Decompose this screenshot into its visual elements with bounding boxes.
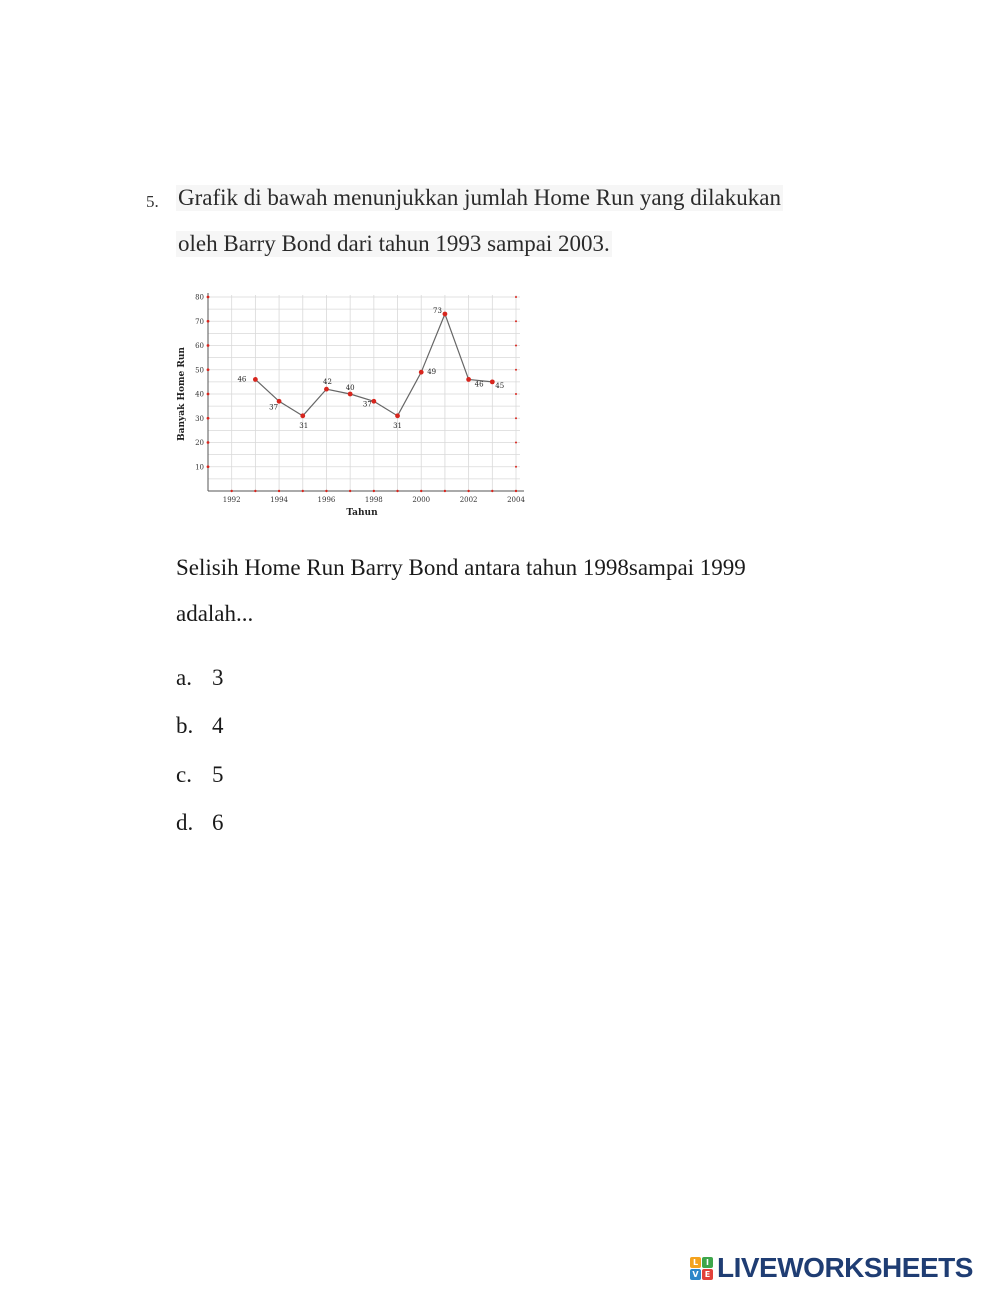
y-tick-dot [207, 441, 210, 444]
data-label: 46 [237, 375, 247, 384]
data-point [443, 312, 448, 317]
logo-tile-l: L [690, 1257, 701, 1268]
right-edge-dot [515, 296, 517, 298]
y-tick-dot [207, 296, 210, 299]
right-edge-dot [515, 369, 517, 371]
y-tick-dot [207, 320, 210, 323]
option-d-letter: d. [176, 810, 194, 835]
data-label: 37 [362, 400, 372, 409]
x-tick-dot [278, 490, 280, 492]
option-d[interactable] [176, 810, 224, 836]
right-edge-dot [515, 320, 517, 322]
data-point [300, 413, 305, 418]
x-tick-label: 1998 [364, 496, 383, 504]
option-a-value: 3 [212, 665, 224, 690]
chart-axes [207, 293, 524, 492]
y-tick-label: 30 [195, 414, 204, 423]
data-label: 37 [269, 403, 279, 412]
x-tick-dot [373, 490, 375, 492]
data-point [419, 370, 424, 375]
option-a[interactable] [176, 665, 224, 691]
logo-tile-e: E [702, 1269, 713, 1280]
y-tick-dot [207, 465, 210, 468]
option-c-letter: c. [176, 762, 192, 787]
y-tick-dot [207, 368, 210, 371]
right-edge-dot [515, 417, 517, 419]
data-label: 49 [427, 368, 437, 377]
y-tick-label: 80 [195, 293, 204, 302]
y-tick-dot [207, 417, 210, 420]
x-tick-dot [349, 490, 351, 492]
data-label: 42 [323, 378, 332, 387]
logo-tile-v: V [690, 1269, 701, 1280]
data-point [466, 377, 471, 382]
x-tick-dot [302, 490, 304, 492]
y-tick-label: 40 [195, 390, 204, 399]
prompt-line-1: Selisih Home Run Barry Bond antara tahun 1998sampai 1999 [176, 555, 746, 580]
data-point [395, 413, 400, 418]
x-tick-dot [230, 490, 232, 492]
x-tick-dot [396, 490, 398, 492]
data-point [490, 379, 495, 384]
y-tick-label: 10 [195, 463, 204, 472]
option-b[interactable] [176, 713, 224, 739]
y-tick-dot [207, 344, 210, 347]
option-d-value: 6 [212, 810, 224, 835]
right-edge-dot [515, 442, 517, 444]
option-b-letter: b. [176, 713, 194, 738]
prompt-line-2: adalah... [176, 601, 254, 626]
data-label: 31 [299, 421, 309, 430]
x-tick-label: 1996 [317, 496, 336, 504]
x-tick-label: 2004 [507, 496, 525, 504]
brand-name: LIVEWORKSHEETS [717, 1252, 973, 1283]
y-tick-label: 60 [195, 342, 204, 350]
y-tick-dot [207, 393, 210, 396]
option-b-value: 4 [212, 713, 224, 738]
x-tick-dot [491, 490, 493, 492]
data-point [371, 399, 376, 404]
option-c[interactable] [176, 762, 224, 788]
data-label: 31 [393, 421, 402, 430]
x-tick-label: 2002 [459, 496, 478, 504]
y-tick-label: 20 [195, 439, 204, 447]
x-tick-dot [515, 490, 517, 492]
liveworksheets-logo [690, 1252, 973, 1284]
option-a-letter: a. [176, 665, 192, 690]
x-tick-dot [467, 490, 469, 492]
data-point [324, 387, 329, 392]
right-edge-dot [515, 466, 517, 468]
data-label: 45 [495, 381, 505, 390]
x-tick-dot [325, 490, 327, 492]
x-tick-dot [420, 490, 422, 492]
logo-grid-icon [690, 1257, 713, 1280]
question-number: 5. [146, 192, 159, 211]
data-label: 73 [433, 306, 442, 315]
question-text-line-2: oleh Barry Bond dari tahun 1993 sampai 2003. [178, 231, 610, 256]
chart-grid [208, 295, 520, 491]
y-axis-title: Banyak Home Run [177, 347, 187, 441]
right-edge-dot [515, 345, 517, 347]
data-label: 46 [474, 380, 484, 389]
y-tick-label: 70 [195, 317, 204, 326]
data-label: 40 [345, 384, 355, 392]
x-tick-label: 1994 [270, 496, 288, 504]
right-edge-dot [515, 393, 517, 395]
question-text-line-1: Grafik di bawah menunjukkan jumlah Home Run yang dilakukan [178, 185, 781, 210]
option-c-value: 5 [212, 762, 224, 787]
home-run-line-chart [170, 288, 530, 520]
data-point [348, 392, 353, 397]
x-tick-label: 2000 [412, 496, 431, 504]
x-tick-dot [444, 490, 446, 492]
x-tick-dot [254, 490, 256, 492]
x-tick-label: 1992 [222, 496, 241, 504]
y-tick-label: 50 [195, 366, 204, 375]
logo-tile-i: I [702, 1257, 713, 1268]
data-point [253, 377, 258, 382]
x-axis-title: Tahun [346, 508, 378, 518]
